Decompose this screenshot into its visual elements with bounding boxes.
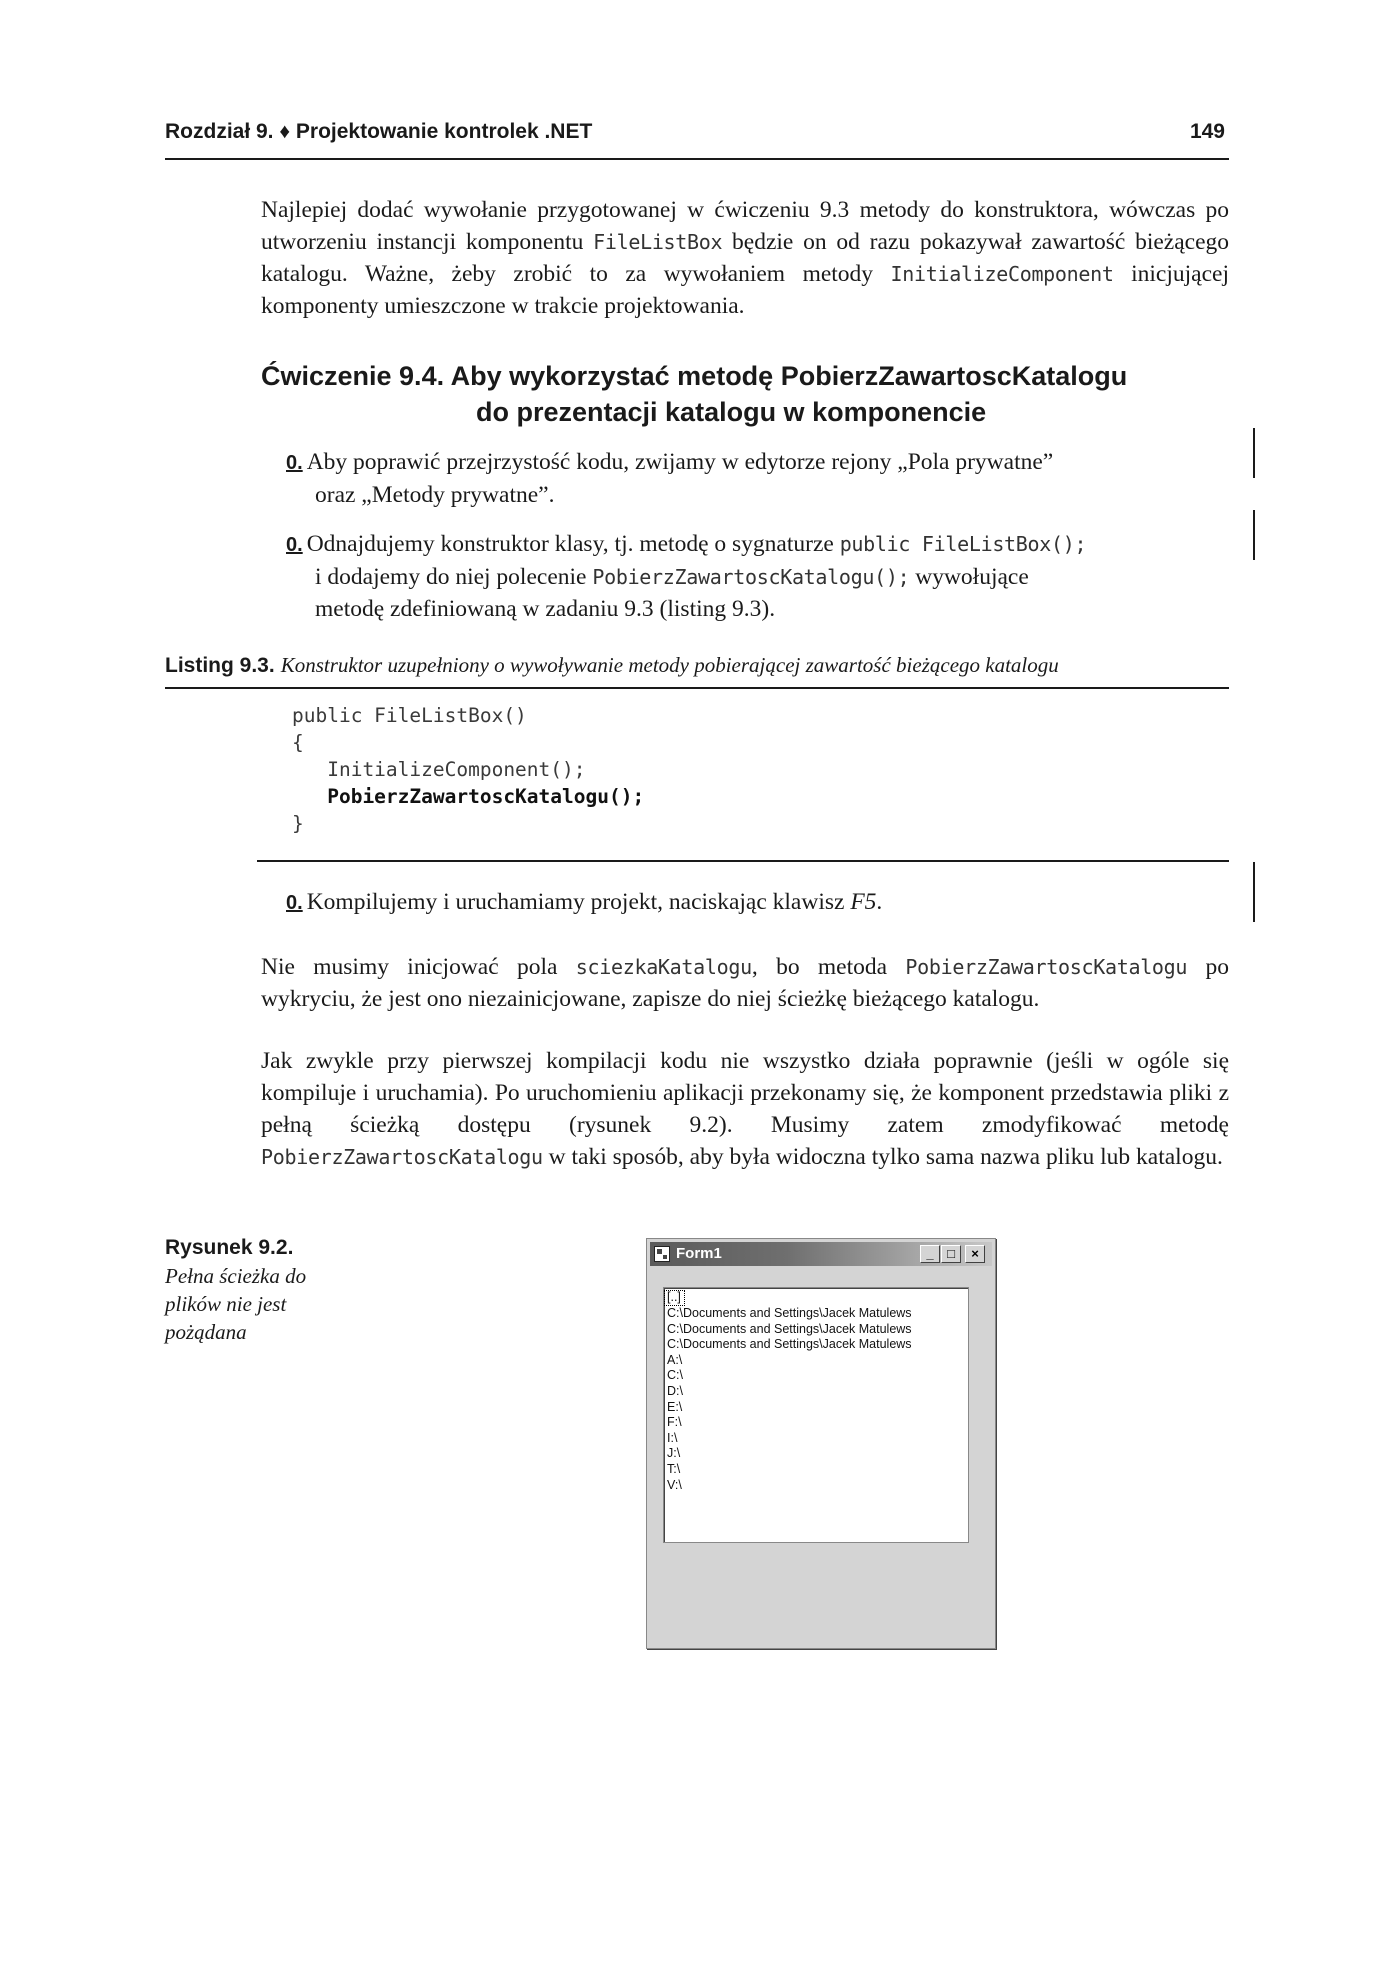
window-title: Form1 — [676, 1245, 722, 1262]
inline-code: FileListBox — [593, 230, 723, 254]
body-paragraph — [261, 951, 1229, 1015]
intro-text: Najlepiej dodać wywołanie przygotowanej w ćwiczeniu 9.3 metody do konstruktora, wówczas po utworzeniu instancji komponentu — [261, 197, 1229, 255]
running-head — [165, 118, 1229, 160]
list-item[interactable]: I:\ — [667, 1430, 678, 1445]
body-text: , bo metoda — [751, 954, 906, 980]
code-line: public FileListBox() — [292, 704, 527, 727]
inline-code: PobierzZawartoscKatalogu(); — [592, 565, 910, 589]
change-bar — [1253, 862, 1255, 922]
body-text: Jak zwykle przy pierwszej kompilacji kodu nie wszystko działa poprawnie (jeśli w ogóle się kompiluje i uruchamia). Po uruchomieniu aplikacji przekonamy się, że komponent przedstawia pliki z pełną ścieżką dostępu (rysunek 9.2). Musimy zatem zmodyfikować metodę — [261, 1048, 1229, 1138]
page-number: 149 — [1189, 120, 1225, 143]
app-icon — [654, 1246, 670, 1262]
list-item[interactable]: V:\ — [667, 1477, 682, 1492]
form-window-screenshot — [646, 1238, 996, 1649]
step-text: metodę zdefiniowaną w zadaniu 9.3 (listing 9.3). — [315, 596, 776, 622]
list-item[interactable]: T:\ — [667, 1461, 681, 1476]
step-text: oraz „Metody prywatne”. — [315, 482, 555, 508]
exercise-title-line1: Ćwiczenie 9.4. Aby wykorzystać metodę PobierzZawartoscKatalogu — [261, 361, 1128, 391]
key-name: F5 — [850, 889, 877, 915]
body-text: w taki sposób, aby była widoczna tylko sama nazwa pliku lub katalogu. — [542, 1144, 1223, 1170]
listing-caption — [165, 653, 1229, 689]
body-text: Nie musimy inicjować pola — [261, 954, 576, 980]
code-line: PobierzZawartoscKatalogu(); — [292, 785, 645, 808]
body-paragraph — [261, 1045, 1229, 1173]
list-item[interactable]: J:\ — [667, 1446, 681, 1461]
list-item[interactable]: F:\ — [667, 1415, 682, 1430]
code-line: InitializeComponent(); — [292, 758, 586, 781]
intro-paragraph — [261, 194, 1229, 322]
step-3 — [286, 886, 1206, 919]
step-text: . — [876, 889, 883, 915]
step-2 — [286, 528, 1206, 625]
exercise-heading — [261, 358, 1229, 430]
listing-end-rule — [257, 860, 1229, 862]
inline-code: sciezkaKatalogu — [575, 955, 752, 979]
intro-text: inicjującej komponenty umieszczone w trakcie projektowania. — [261, 261, 1229, 319]
step-text: Odnajdujemy konstruktor klasy, tj. metodę o sygnaturze — [306, 531, 840, 557]
list-item[interactable]: C:\ — [667, 1368, 683, 1383]
step-marker: 0. — [286, 892, 303, 914]
change-bar — [1253, 428, 1255, 478]
figure-caption — [165, 1234, 365, 1346]
step-text: Kompilujemy i uruchamiamy projekt, naciskając klawisz — [306, 889, 851, 915]
maximize-button[interactable]: □ — [941, 1245, 961, 1263]
list-item[interactable]: D:\ — [667, 1383, 683, 1398]
inline-code: public FileListBox(); — [839, 532, 1087, 556]
body-text: po wykryciu, że jest ono niezainicjowane, zapisze do niej ścieżkę bieżącego katalogu. — [261, 954, 1229, 1012]
window-titlebar — [650, 1242, 992, 1266]
intro-text: będzie on od razu pokazywał zawartość bieżącego katalogu. Ważne, żeby zrobić to za wywołaniem metody — [261, 229, 1230, 287]
chapter-title: Rozdział 9. ♦ Projektowanie kontrolek .NET — [165, 120, 593, 143]
exercise-title-line2: do prezentacji katalogu w komponencie — [476, 397, 987, 427]
step-marker: 0. — [286, 452, 303, 474]
file-list-box[interactable] — [663, 1287, 969, 1543]
list-item[interactable]: C:\Documents and Settings\Jacek Matulews — [667, 1306, 912, 1320]
inline-code: PobierzZawartoscKatalogu — [905, 955, 1188, 979]
list-item[interactable]: E:\ — [667, 1399, 683, 1414]
listing-label: Listing 9.3. — [165, 654, 275, 677]
minimize-button[interactable]: _ — [920, 1245, 940, 1263]
code-line: } — [292, 812, 304, 835]
step-text: wywołujące — [909, 564, 1029, 590]
list-item[interactable]: [..] — [664, 1290, 685, 1306]
step-text: i dodajemy do niej polecenie — [315, 564, 593, 590]
inline-code: InitializeComponent — [890, 262, 1114, 286]
inline-code: PobierzZawartoscKatalogu — [261, 1145, 543, 1169]
code-listing — [292, 702, 644, 837]
figure-description: Pełna ścieżka do plików nie jest pożądana — [165, 1264, 307, 1344]
code-line: { — [292, 731, 304, 754]
listing-description: Konstruktor uzupełniony o wywoływanie metody pobierającej zawartość bieżącego katalogu — [280, 653, 1059, 677]
list-item[interactable]: C:\Documents and Settings\Jacek Matulews — [667, 1337, 912, 1352]
change-bar — [1253, 510, 1255, 560]
step-1 — [286, 446, 1206, 511]
figure-label: Rysunek 9.2. — [165, 1236, 294, 1259]
list-item[interactable]: A:\ — [667, 1352, 683, 1367]
close-button[interactable]: × — [965, 1245, 985, 1263]
step-marker: 0. — [286, 534, 303, 556]
list-item[interactable]: C:\Documents and Settings\Jacek Matulews — [667, 1321, 912, 1336]
step-text: Aby poprawić przejrzystość kodu, zwijamy w edytorze rejony „Pola prywatne” — [306, 449, 1054, 475]
